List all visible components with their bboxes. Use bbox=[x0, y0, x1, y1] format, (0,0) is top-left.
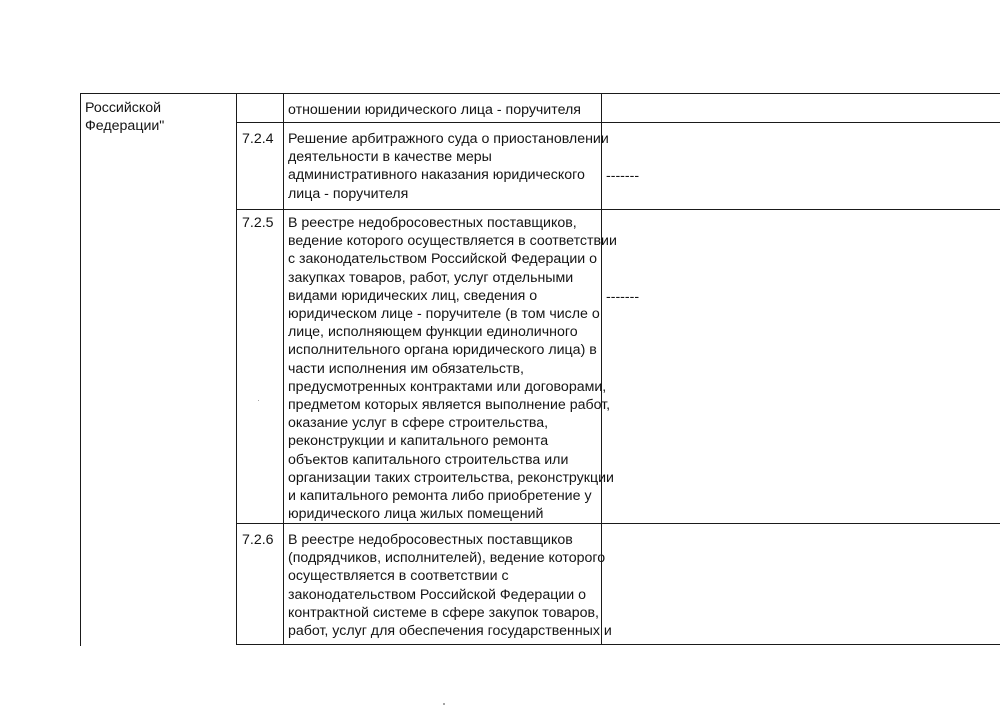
row-divider-1 bbox=[236, 122, 1000, 123]
column-divider-2 bbox=[283, 93, 284, 645]
row-3-text: В реестре недобросовестных поставщиков, ведение которого осуществляется в соответствии с законодательством Российской Федерации о закупках товаров, работ, услуг отдельными видами юридических лиц, сведения о юридическом лице - поручителе (в том числе о лице, исполняющем функции единоличного исполнительного органа юридического лица) в части исполнения им обязательств, предусмотренных контрактами или договорами, предметом которых является выполнение работ, оказание услуг в сфере строительства, реконструкции и капитального ремонта объектов капитального строительства или организации таких строительства, реконструкции и капитального ремонта либо приобретение у юридического лица жилых помещений bbox=[288, 215, 617, 523]
row-2-text: Решение арбитражного суда о приостановлении деятельности в качестве меры административного наказания юридического лица - поручителя bbox=[288, 131, 609, 202]
row-4-text: В реестре недобросовестных поставщиков (подрядчиков, исполнителей), ведение которого осуществляется в соответствии с законодательством Российской Федерации о контрактной системе в сфере закупок товаров, работ, услуг для обеспечения государственных и bbox=[288, 532, 612, 640]
row-divider-2 bbox=[236, 209, 1000, 210]
table-top-border bbox=[80, 93, 1000, 94]
left-cell-text: Российской Федерации" bbox=[85, 100, 165, 135]
row-4-number: 7.2.6 bbox=[242, 532, 274, 548]
row-2-number: 7.2.4 bbox=[242, 131, 274, 147]
row-2-value: ------- bbox=[606, 168, 640, 184]
column-divider-1 bbox=[236, 93, 237, 645]
scan-speck bbox=[443, 703, 445, 705]
row-3-number: 7.2.5 bbox=[242, 215, 274, 231]
table-bottom-border bbox=[236, 644, 1000, 645]
scan-speck bbox=[258, 400, 259, 401]
row-3-value: ------- bbox=[606, 289, 640, 305]
row-1-text: отношении юридического лица - поручителя bbox=[288, 102, 581, 118]
table-left-border bbox=[80, 93, 81, 646]
